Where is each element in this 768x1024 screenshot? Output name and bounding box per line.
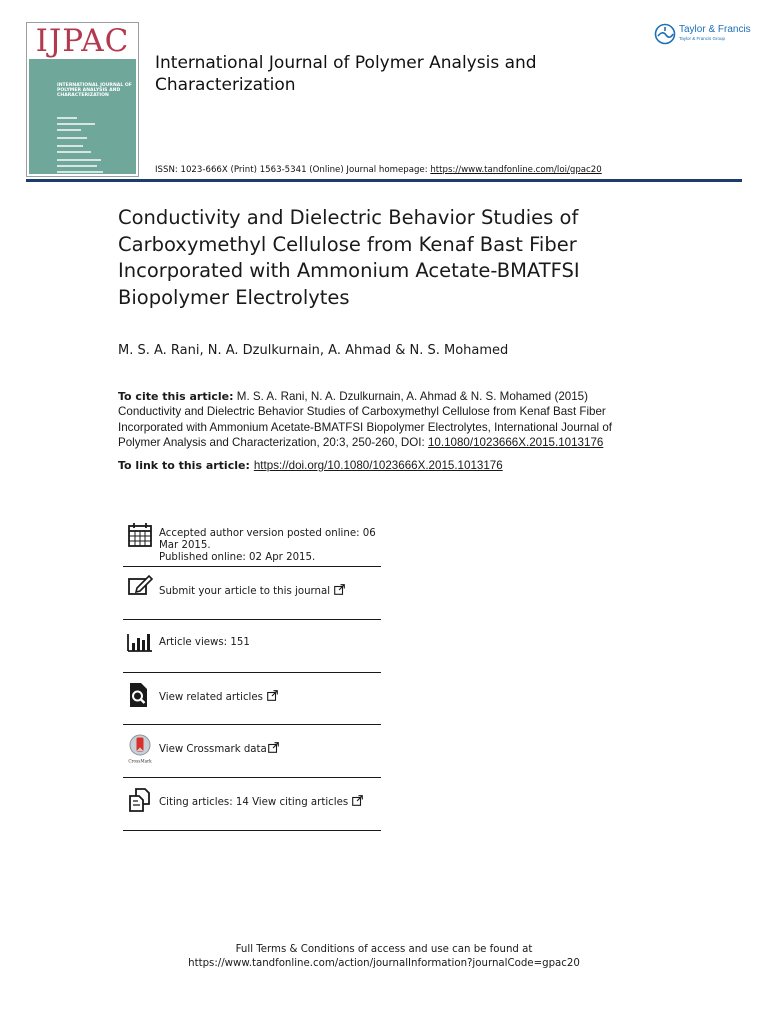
- related-label: View related articles: [159, 692, 263, 703]
- submit-label: Submit your article to this journal: [159, 586, 331, 597]
- search-document-icon: [127, 682, 153, 708]
- cover-text-line: [57, 159, 101, 161]
- footer-terms-link[interactable]: https://www.tandfonline.com/action/journalInformation?journalCode=gpac20: [188, 958, 580, 969]
- article-views: Article views: 151: [159, 637, 250, 648]
- cover-text-line: [57, 165, 97, 167]
- cover-text-line: [57, 123, 95, 125]
- bar-chart-icon: [127, 628, 153, 654]
- cover-title: IJPAC: [35, 23, 130, 59]
- submit-link[interactable]: [159, 584, 381, 598]
- cite-label: To cite this article:: [118, 390, 234, 403]
- journal-homepage-link[interactable]: https://www.tandfonline.com/loi/gpac20: [430, 165, 602, 175]
- publisher-group: Taylor & Francis Group: [679, 36, 726, 41]
- terms-footer: [0, 943, 768, 971]
- meta-row-crossmark[interactable]: [123, 725, 381, 778]
- crossmark-link[interactable]: [159, 742, 381, 756]
- journal-name: International Journal of Polymer Analysis and Characterization: [155, 53, 537, 95]
- citing-label: Citing articles: 14 View citing articles: [159, 797, 349, 808]
- meta-row-submit[interactable]: [123, 567, 381, 620]
- publisher-name: Taylor & Francis: [679, 24, 751, 35]
- external-link-icon: [352, 795, 363, 806]
- citing-articles-link[interactable]: [159, 795, 381, 809]
- related-articles-link[interactable]: [159, 690, 381, 704]
- cover-text-line: [57, 145, 83, 147]
- crossmark-label: View Crossmark data: [159, 744, 267, 755]
- meta-row-dates: [123, 516, 381, 567]
- issn-line: [155, 165, 735, 175]
- link-block: [118, 459, 678, 472]
- article-authors: M. S. A. Rani, N. A. Dzulkurnain, A. Ahmad & N. S. Mohamed: [118, 343, 509, 358]
- cover-publisher-logo: [59, 183, 105, 192]
- link-label: To link to this article:: [118, 459, 250, 472]
- meta-row-citing[interactable]: [123, 778, 381, 831]
- crossmark-icon: [127, 734, 153, 764]
- calendar-icon: [127, 522, 153, 548]
- tandf-logo-icon: [654, 23, 676, 45]
- meta-row-views: [123, 620, 381, 673]
- header-divider: [26, 179, 742, 182]
- citing-icon: [127, 787, 153, 813]
- cover-text-line: [57, 171, 103, 173]
- external-link-icon: [267, 690, 278, 701]
- cover-text-line: [57, 117, 77, 119]
- published-date: Published online: 02 Apr 2015.: [159, 552, 316, 564]
- external-link-icon: [268, 742, 279, 753]
- cover-text-line: [57, 129, 81, 131]
- footer-line-1: Full Terms & Conditions of access and use can be found at: [235, 944, 533, 955]
- cover-panel: [29, 59, 136, 174]
- cite-text: M. S. A. Rani, N. A. Dzulkurnain, A. Ahmad & N. S. Mohamed (2015) Conductivity and Dielectric Behavior Studies of Carboxymethyl Cellulose from Kenaf Bast Fiber Incorporated with Ammonium Acetate-BMATFSI Biopolymer Electrolytes, International Journal of Polymer Analysis and Characterization, 20:3, 250-260, DOI:: [118, 390, 613, 450]
- accepted-date: Accepted author version posted online: 06 Mar 2015.: [159, 528, 376, 552]
- article-doi-link[interactable]: https://doi.org/10.1080/1023666X.2015.1013176: [253, 459, 503, 472]
- cover-subtitle: INTERNATIONAL JOURNAL OF POLYMER ANALYSIS AND CHARACTERIZATION: [57, 83, 132, 99]
- cover-text-line: [57, 151, 91, 153]
- meta-row-related[interactable]: [123, 673, 381, 725]
- edit-icon: [127, 573, 153, 599]
- issn-text: ISSN: 1023-666X (Print) 1563-5341 (Online) Journal homepage:: [155, 165, 431, 175]
- publisher-logo[interactable]: [654, 22, 751, 48]
- meta-dates: [159, 528, 381, 565]
- article-title: Conductivity and Dielectric Behavior Studies of Carboxymethyl Cellulose from Kenaf Bast Fiber Incorporated with Ammonium Acetate-BMATFSI Biopolymer Electrolytes: [118, 206, 580, 309]
- external-link-icon: [334, 584, 345, 595]
- cite-doi-link[interactable]: 10.1080/1023666X.2015.1013176: [427, 436, 604, 450]
- journal-cover: [26, 22, 139, 177]
- crossmark-caption: CrossMark: [128, 758, 152, 764]
- citation-block: [118, 389, 648, 451]
- cover-text-line: [57, 137, 87, 139]
- article-meta-list: [123, 516, 381, 831]
